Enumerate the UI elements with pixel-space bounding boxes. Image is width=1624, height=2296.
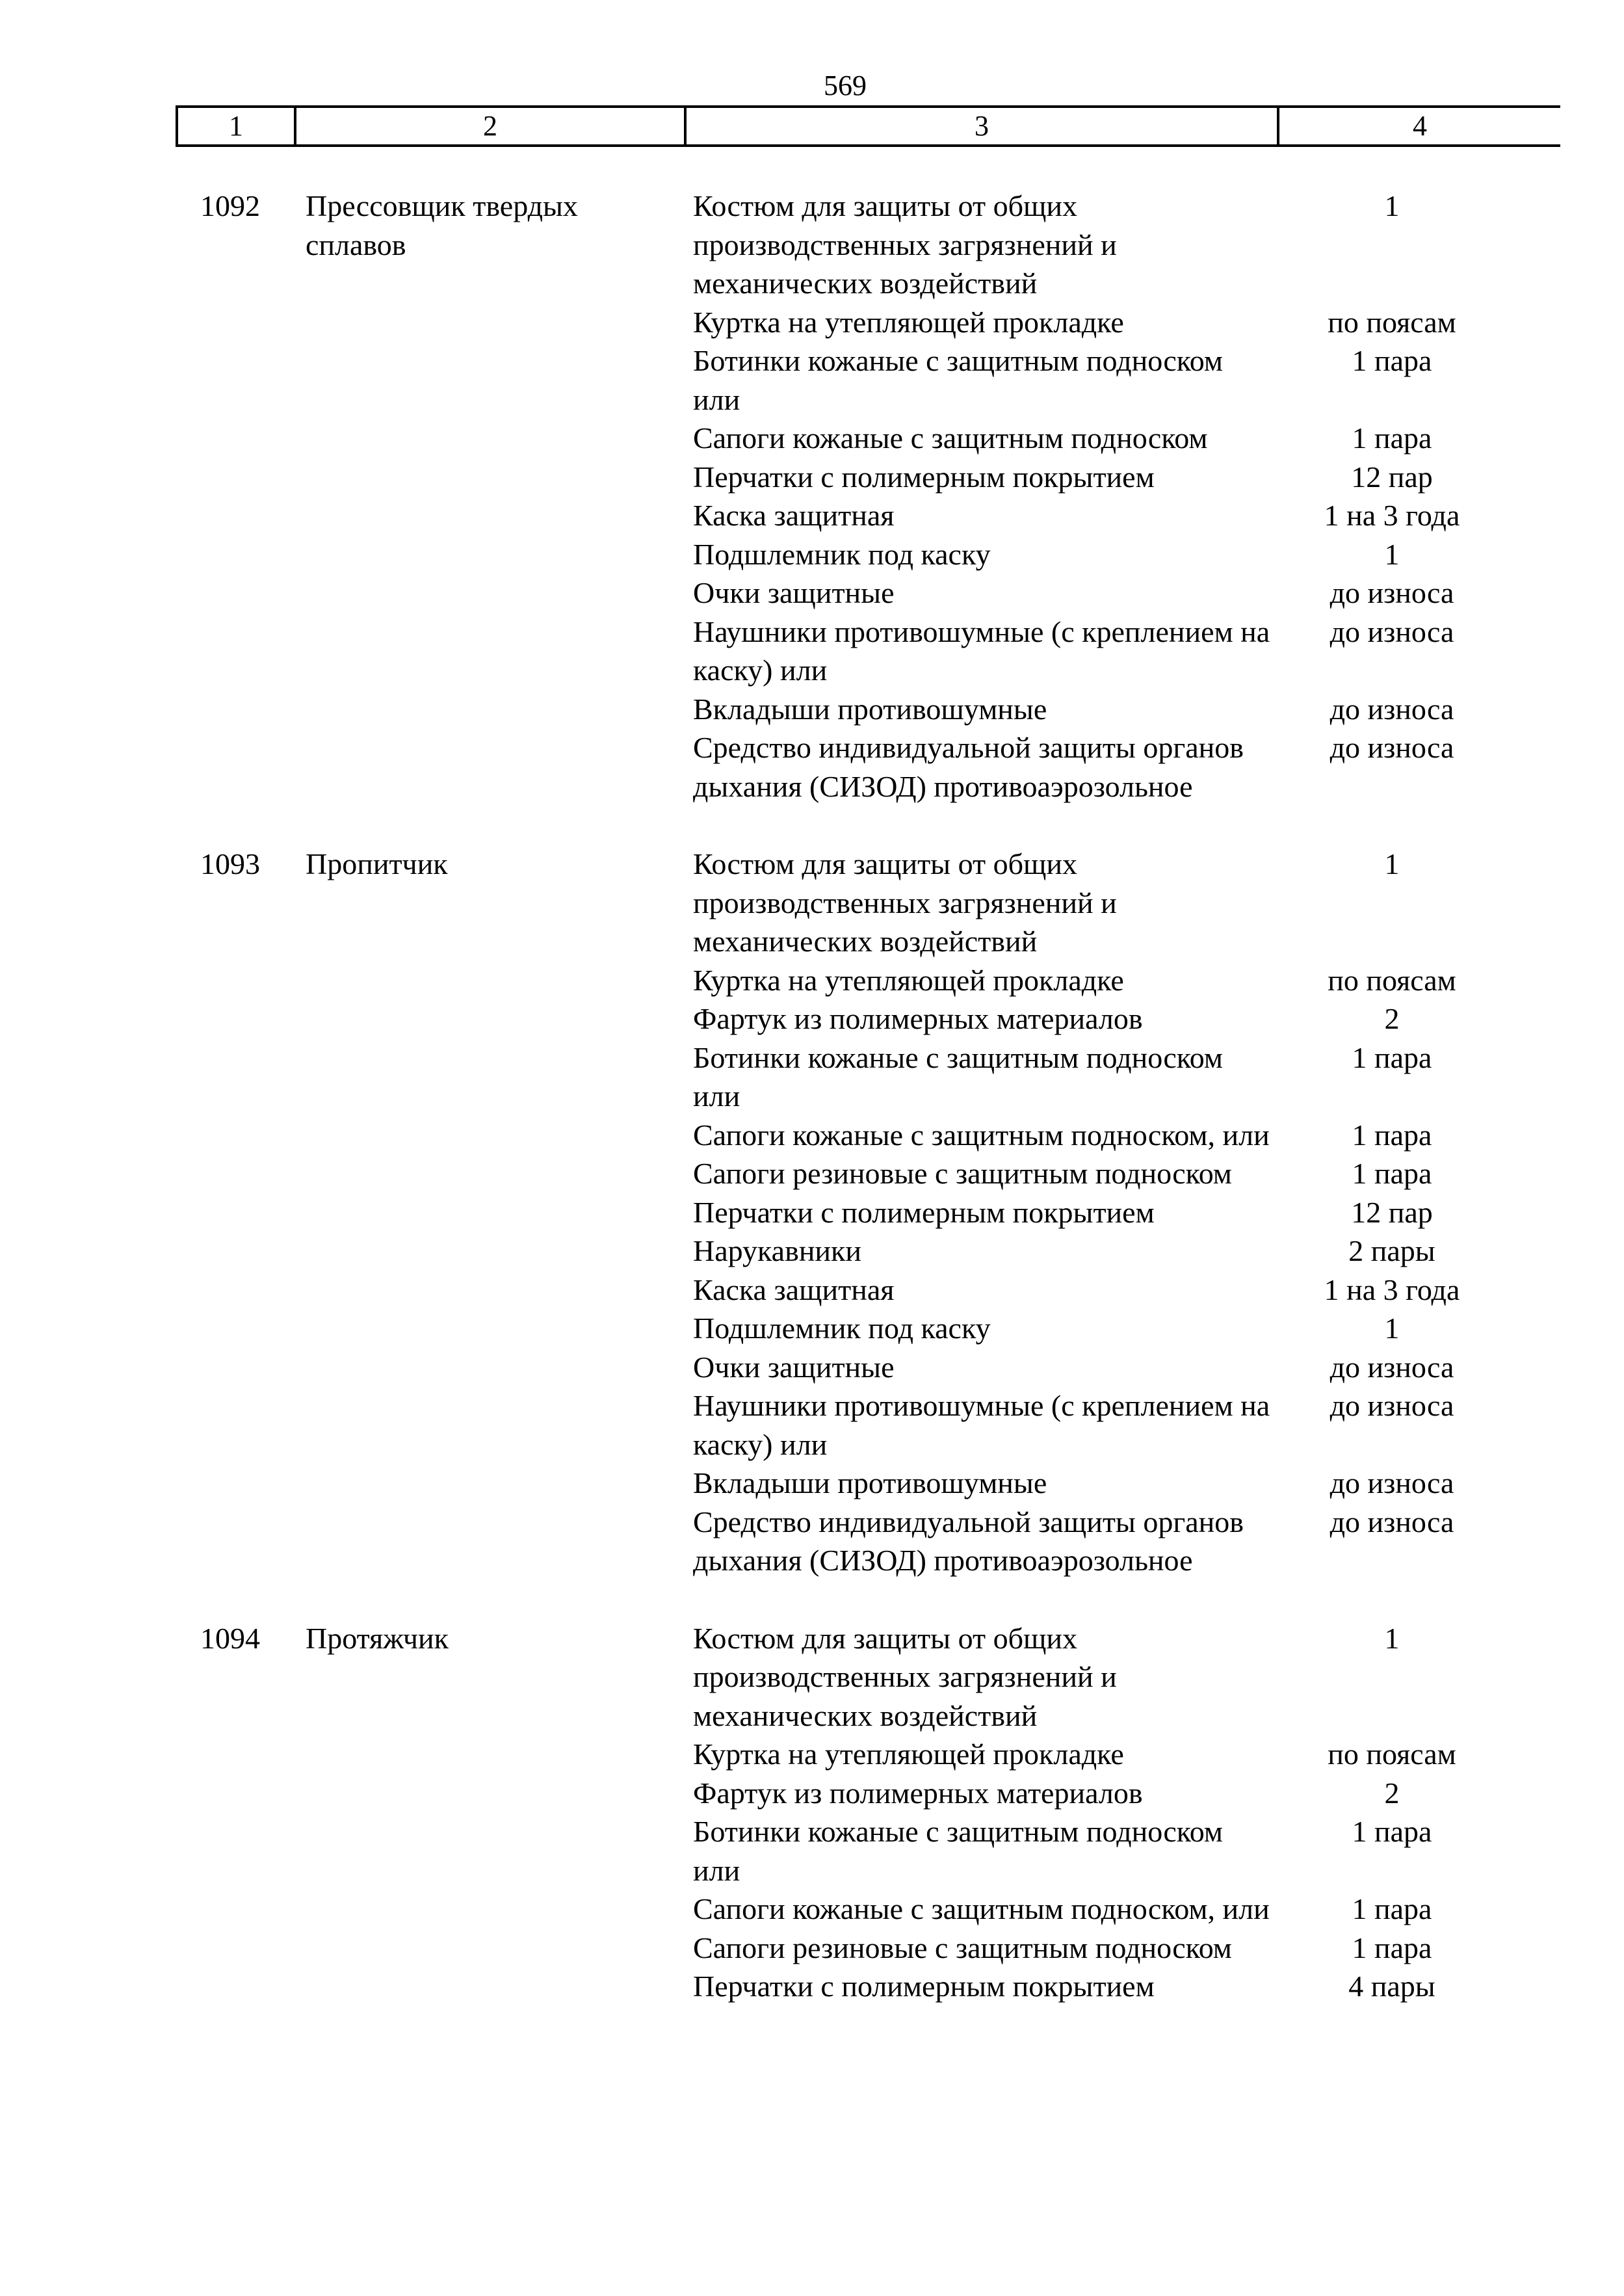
equipment-name: Подшлемник под каску [693, 537, 991, 571]
equipment-name: Костюм для защиты от общих производственных загрязнений и механических воздействий [693, 189, 1117, 300]
equipment-norm: 2 [1384, 1002, 1400, 1035]
table-entry [0, 845, 1624, 1580]
equipment-row [693, 341, 1564, 419]
equipment-name: Сапоги кожаные с защитным подноском, или [693, 1892, 1270, 1925]
equipment-name: Наушники противошумные (с креплением на каску) или [693, 614, 1270, 687]
equipment-row [693, 1154, 1564, 1193]
equipment-name: Каска защитная [693, 1273, 895, 1306]
equipment-row [693, 419, 1564, 458]
equipment-name: Фартук из полимерных материалов [693, 1776, 1143, 1810]
equipment-name: Перчатки с полимерным покрытием [693, 1195, 1155, 1229]
entry-number: 1092 [200, 189, 260, 222]
equipment-name: Вкладыши противошумные [693, 1466, 1047, 1499]
equipment-norm: 2 пары [1348, 1234, 1435, 1267]
equipment-row [693, 1735, 1564, 1774]
equipment-name: Ботинки кожаные с защитным подноском или [693, 1040, 1224, 1113]
equipment-name: Сапоги резиновые с защитным подноском [693, 1157, 1232, 1190]
header-col-1: 1 [178, 108, 296, 144]
equipment-row [693, 1503, 1564, 1580]
equipment-name: Очки защитные [693, 576, 895, 609]
equipment-norm: 1 пара [1352, 1040, 1432, 1074]
equipment-row [693, 1774, 1564, 1813]
equipment-norm: до износа [1329, 576, 1454, 609]
equipment-name: Средство индивидуальной защиты органов дыхания (СИЗОД) противоаэрозольное [693, 1505, 1244, 1577]
equipment-name: Фартук из полимерных материалов [693, 1002, 1143, 1035]
table-entry [0, 1619, 1624, 2006]
equipment-row [693, 535, 1564, 574]
equipment-name: Ботинки кожаные с защитным подноском или [693, 344, 1224, 416]
equipment-name: Куртка на утепляющей прокладке [693, 1737, 1124, 1771]
equipment-norm: по поясам [1328, 1737, 1456, 1771]
equipment-name: Сапоги резиновые с защитным подноском [693, 1931, 1232, 1964]
equipment-row [693, 961, 1564, 1000]
equipment-norm: 1 пара [1352, 1815, 1432, 1848]
page-number: 569 [824, 70, 867, 101]
equipment-norm: до износа [1329, 1505, 1454, 1538]
header-col-2: 2 [296, 108, 687, 144]
equipment-row [693, 690, 1564, 729]
header-col-3: 3 [687, 108, 1279, 144]
equipment-row [693, 574, 1564, 613]
equipment-list [693, 1619, 1564, 2006]
equipment-row [693, 1929, 1564, 1968]
equipment-norm: 2 [1384, 1776, 1400, 1810]
equipment-norm: 4 пары [1348, 1970, 1435, 2003]
equipment-row [693, 1348, 1564, 1387]
equipment-row [693, 1890, 1564, 1929]
equipment-name: Перчатки с полимерным покрытием [693, 460, 1155, 494]
equipment-norm: 12 пар [1351, 1195, 1433, 1229]
equipment-norm: до износа [1329, 731, 1454, 764]
equipment-name: Наушники противошумные (с креплением на каску) или [693, 1389, 1270, 1461]
equipment-row [693, 496, 1564, 535]
equipment-row [693, 1271, 1564, 1310]
equipment-row [693, 458, 1564, 497]
equipment-norm: до износа [1329, 692, 1454, 726]
equipment-norm: 1 [1384, 1621, 1400, 1655]
equipment-row [693, 1116, 1564, 1155]
equipment-row [693, 728, 1564, 806]
equipment-row [693, 1967, 1564, 2006]
equipment-row [693, 1193, 1564, 1232]
equipment-name: Костюм для защиты от общих производственных загрязнений и механических воздействий [693, 847, 1117, 958]
equipment-norm: 1 пара [1352, 1118, 1432, 1152]
equipment-norm: 1 на 3 года [1324, 499, 1460, 532]
equipment-row [693, 1619, 1564, 1735]
equipment-row [693, 1812, 1564, 1890]
equipment-norm: 1 [1384, 189, 1400, 222]
equipment-name: Нарукавники [693, 1234, 862, 1267]
table-header [176, 105, 1560, 147]
equipment-name: Перчатки с полимерным покрытием [693, 1970, 1155, 2003]
equipment-row [693, 999, 1564, 1038]
equipment-name: Сапоги кожаные с защитным подноском [693, 421, 1208, 455]
equipment-norm: 12 пар [1351, 460, 1433, 494]
equipment-norm: до износа [1329, 1466, 1454, 1499]
equipment-norm: 1 пара [1352, 1931, 1432, 1964]
equipment-name: Сапоги кожаные с защитным подноском, или [693, 1118, 1270, 1152]
equipment-norm: по поясам [1328, 305, 1456, 339]
table-entry [0, 187, 1624, 806]
equipment-norm: 1 [1384, 1312, 1400, 1345]
equipment-name: Костюм для защиты от общих производственных загрязнений и механических воздействий [693, 1621, 1117, 1732]
entry-number: 1094 [200, 1621, 260, 1655]
table-body [0, 187, 1624, 2045]
entry-profession: Пропитчик [306, 847, 448, 880]
equipment-name: Куртка на утепляющей прокладке [693, 963, 1124, 997]
equipment-list [693, 845, 1564, 1580]
equipment-norm: 1 [1384, 847, 1400, 880]
equipment-name: Каска защитная [693, 499, 895, 532]
equipment-norm: по поясам [1328, 963, 1456, 997]
equipment-name: Очки защитные [693, 1350, 895, 1384]
equipment-name: Куртка на утепляющей прокладке [693, 305, 1124, 339]
equipment-norm: 1 на 3 года [1324, 1273, 1460, 1306]
equipment-row [693, 1232, 1564, 1271]
header-col-4: 4 [1413, 110, 1427, 142]
equipment-name: Вкладыши противошумные [693, 692, 1047, 726]
equipment-row [693, 1386, 1564, 1464]
equipment-norm: до износа [1329, 614, 1454, 648]
equipment-row [693, 1309, 1564, 1348]
equipment-name: Средство индивидуальной защиты органов дыхания (СИЗОД) противоаэрозольное [693, 731, 1244, 803]
equipment-row [693, 303, 1564, 342]
equipment-name: Подшлемник под каску [693, 1312, 991, 1345]
equipment-row [693, 613, 1564, 690]
equipment-norm: до износа [1329, 1350, 1454, 1384]
equipment-norm: 1 пара [1352, 344, 1432, 377]
equipment-row [693, 845, 1564, 961]
entry-number: 1093 [200, 847, 260, 880]
equipment-norm: 1 пара [1352, 1892, 1432, 1925]
equipment-row [693, 1464, 1564, 1503]
entry-profession: Прессовщик твердых сплавов [306, 189, 578, 261]
equipment-name: Ботинки кожаные с защитным подноском или [693, 1815, 1224, 1887]
equipment-row [693, 1038, 1564, 1116]
equipment-row [693, 187, 1564, 303]
entry-profession: Протяжчик [306, 1621, 449, 1655]
equipment-norm: 1 пара [1352, 1157, 1432, 1190]
equipment-norm: 1 пара [1352, 421, 1432, 455]
equipment-list [693, 187, 1564, 806]
equipment-norm: до износа [1329, 1389, 1454, 1422]
equipment-norm: 1 [1384, 537, 1400, 571]
